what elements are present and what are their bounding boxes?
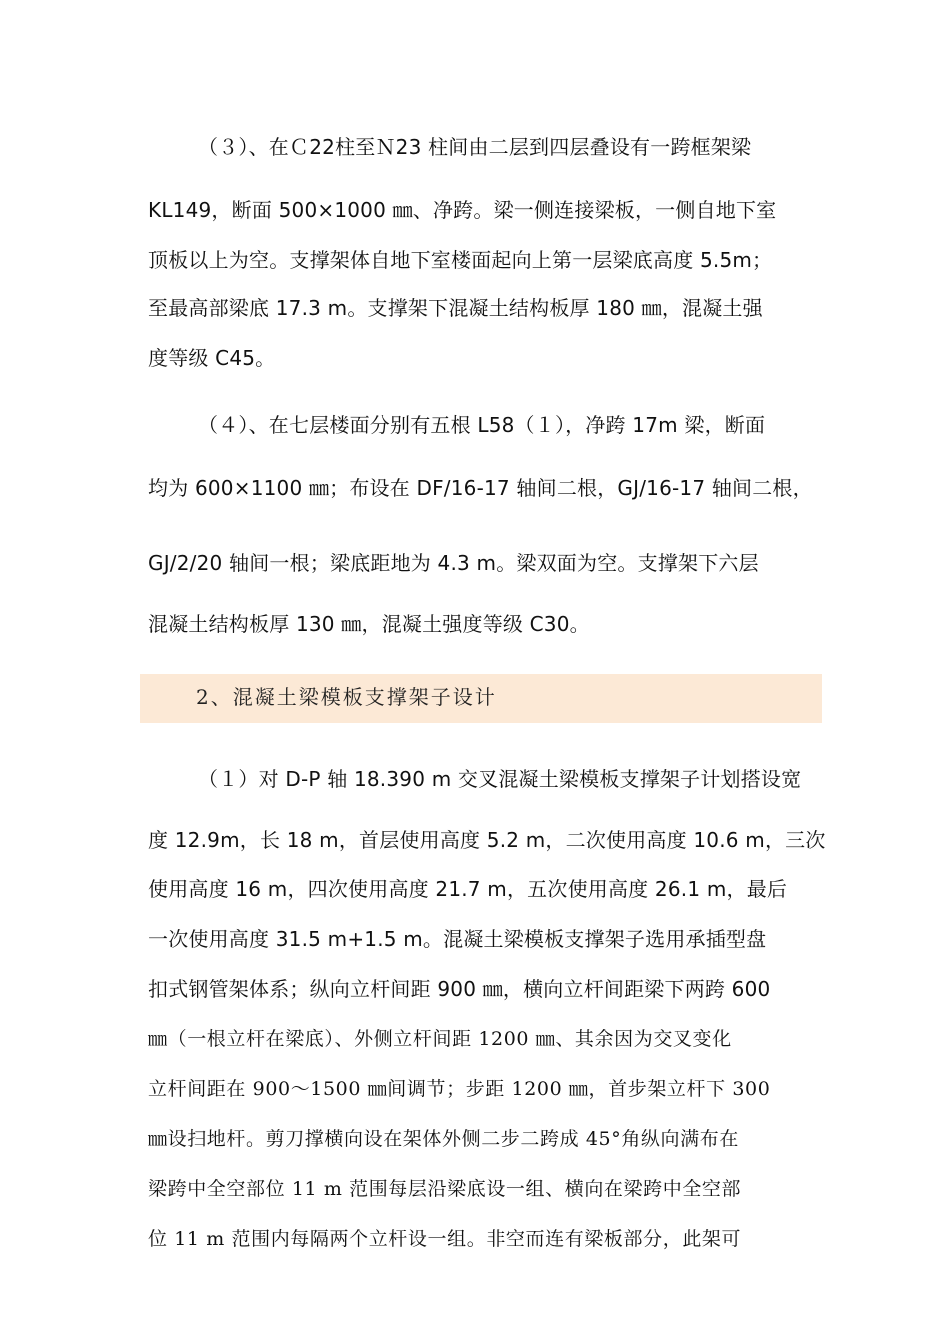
para4-line-4: 混凝土结构板厚 130 ㎜，混凝土强度等级 C30。 <box>148 612 590 636</box>
para4-line-2: 均为 600×1100 ㎜；布设在 DF/16-17 轴间二根，GJ/16-17 轴间二根， <box>148 476 813 500</box>
para1-line-4: 一次使用高度 31.5 m+1.5 m。混凝土梁模板支撑架子选用承插型盘 <box>148 927 767 951</box>
section-heading: 2、混凝土梁模板支撑架子设计 <box>196 685 497 709</box>
para3-line-1: （３）、在Ｃ22柱至Ｎ23 柱间由二层到四层叠设有一跨框架梁 <box>198 135 752 159</box>
section-heading-band <box>140 674 822 723</box>
para1-line-9: 梁跨中全空部位 11 m 范围每层沿梁底设一组、横向在梁跨中全空部 <box>148 1178 742 1200</box>
para1-line-3: 使用高度 16 m，四次使用高度 21.7 m，五次使用高度 26.1 m，最后 <box>148 877 788 901</box>
para1-line-1: （１）对 D-P 轴 18.390 m 交叉混凝土梁模板支撑架子计划搭设宽 <box>198 767 802 791</box>
para1-line-10: 位 11 m 范围内每隔两个立杆设一组。非空而连有梁板部分，此架可 <box>148 1228 742 1250</box>
para4-line-1: （４）、在七层楼面分别有五根 L58（１），净跨 17m 梁，断面 <box>198 413 766 437</box>
para1-line-7: 立杆间距在 900～1500 ㎜间调节；步距 1200 ㎜，首步架立杆下 300 <box>148 1078 771 1100</box>
para1-line-2: 度 12.9m，长 18 m，首层使用高度 5.2 m，二次使用高度 10.6 m，三次 <box>148 828 826 852</box>
para3-line-5: 度等级 C45。 <box>148 346 276 370</box>
para1-line-6: ㎜（一根立杆在梁底）、外侧立杆间距 1200 ㎜、其余因为交叉变化 <box>148 1028 732 1050</box>
para3-line-3: 顶板以上为空。支撑架体自地下室楼面起向上第一层梁底高度 5.5m； <box>148 248 773 272</box>
para1-line-8: ㎜设扫地杆。剪刀撑横向设在架体外侧二步二跨成 45°角纵向满布在 <box>148 1128 739 1150</box>
para3-line-4: 至最高部梁底 17.3 m。支撑架下混凝土结构板厚 180 ㎜，混凝土强 <box>148 296 763 320</box>
para3-line-2: KL149，断面 500×1000 ㎜、净跨。梁一侧连接梁板，一侧自地下室 <box>148 198 777 222</box>
para1-line-5: 扣式钢管架体系；纵向立杆间距 900 ㎜，横向立杆间距梁下两跨 600 <box>148 977 771 1001</box>
para4-line-3: GJ/2/20 轴间一根；梁底距地为 4.3 m。梁双面为空。支撑架下六层 <box>148 551 759 575</box>
